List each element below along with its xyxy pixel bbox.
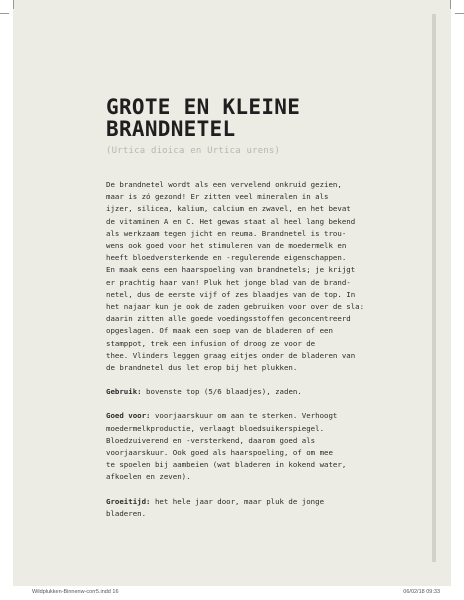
groeitijd-label: Groeitijd: — [106, 496, 151, 506]
text-line: het najaar kun je ook de zaden gebruiken voor over de sla: — [106, 302, 365, 312]
gebruik-text: bovenste top (5/6 blaadjes), zaden. — [141, 387, 302, 397]
goed-voor-paragraph — [106, 410, 370, 483]
page-title — [106, 96, 406, 140]
gebruik-label: Gebruik: — [106, 387, 142, 397]
intro-paragraph — [106, 179, 370, 374]
crop-mark — [13, 0, 14, 9]
text-line: er prachtig haar van! Pluk het jonge blad van de brand- — [106, 277, 351, 287]
latin-name: (Urtica dioica en Urtica urens) — [106, 146, 281, 156]
text-line: moedermelkproductie, verlaagt bloedsuikerspiegel. — [106, 423, 325, 433]
text-line: netel, dus de eerste vijf of zes blaadjes van de top. In — [106, 289, 356, 299]
title-line: BRANDNETEL — [106, 117, 236, 141]
crop-mark — [455, 13, 464, 14]
goed-voor-text: voorjaarskuur om aan te sterken. Verhoogt — [150, 411, 338, 421]
paragraph-gap — [106, 484, 370, 496]
groeitijd-text: het hele jaar door, maar pluk de jonge — [150, 496, 325, 506]
text-line: daarin zitten alle goede voedingsstoffen geconcentreerd — [106, 314, 351, 324]
text-line: de vitaminen A en C. Het gewas staat al heel lang bekend — [106, 216, 356, 226]
text-line: maar is zó gezond! Er zitten veel mineralen in als — [106, 192, 329, 202]
text-line: thee. Vlinders leggen graag eitjes onder de bladeren van — [106, 350, 356, 360]
crop-mark — [0, 13, 9, 14]
text-line — [106, 410, 370, 422]
text-line: bladeren. — [106, 508, 147, 518]
text-line: te spoelen bij aambeien (wat bladeren in kokend water, — [106, 460, 347, 470]
groeitijd-paragraph — [106, 496, 370, 520]
text-line: heeft bloedversterkende en -regulerende eigenschappen. — [106, 253, 347, 263]
text-line — [106, 386, 370, 398]
text-line: opgeslagen. Of maak een soep van de bladeren of een — [106, 326, 333, 336]
text-line: de brandnetel dus let erop bij het plukken. — [106, 363, 298, 373]
text-line: afkoelen en zeven). — [106, 472, 191, 482]
text-line: als werkzaam tegen jicht en reuma. Brandnetel is trou- — [106, 228, 347, 238]
title-line: GROTE EN KLEINE — [106, 95, 301, 119]
text-line: voorjaarskuur. Ook goed als haarspoeling, of om mee — [106, 448, 333, 458]
footer-date: 06/02/18 09:33 — [403, 589, 440, 595]
text-line: stamppot, trek een infusion of droog ze voor de — [106, 338, 316, 348]
text-line: wens ook goed voor het stimuleren van de moedermelk en — [106, 241, 347, 251]
text-line: ijzer, silicea, kalium, calcium en zwavel, en het bevat — [106, 204, 351, 214]
crop-mark — [450, 0, 451, 9]
goed-voor-label: Goed voor: — [106, 411, 151, 421]
text-line: Bloedzuiverend en -versterkend, daarom goed als — [106, 435, 316, 445]
text-line: En maak eens een haarspoeling van brandnetels; je krijgt — [106, 265, 356, 275]
text-line — [106, 496, 370, 508]
article-body — [106, 179, 370, 520]
paragraph-gap — [106, 398, 370, 410]
page-edge — [432, 14, 436, 562]
gebruik-paragraph — [106, 386, 370, 398]
paragraph-gap — [106, 374, 370, 386]
text-line: De brandnetel wordt als een vervelend onkruid gezien, — [106, 180, 342, 189]
footer-file: Wildplukken-Binnenw-corr5.indd 16 — [32, 589, 119, 595]
